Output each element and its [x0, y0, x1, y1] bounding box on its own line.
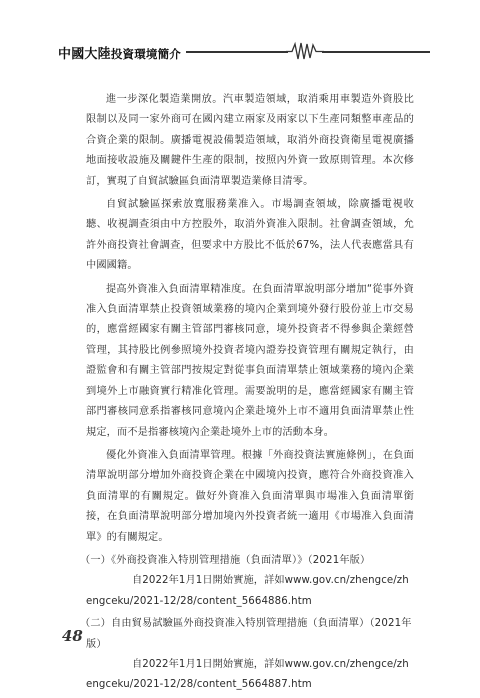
paragraph-manufacturing-opening: 進一步深化製造業開放。汽車製造領域，取消乘用車製造外資股比限制以及同一家外商可在國內建立兩家及兩家以下生產同類整車產品的合資企業的限制。廣播電視設備製造領域，取消外商投資衛星電視廣播地面接收設施及關鍵件生產的限制，按照內外資一致原則管理。本次修訂，實現了自貿試驗區負面清單製造業條目清零。 — [86, 94, 414, 187]
header-title-suffix: 投資環境簡介 — [110, 47, 182, 61]
paragraph-negative-list-management: 優化外資准入負面清單管理。根據「外商投資法實施條例」，在負面清單說明部分增加外商投資企業在中國境內投資，應符合外商投資准入負面清單的有關規定。做好外資准入負面清單與市場准入負面清單銜接，在負面清單說明部分增加境內外投資者統一適用《市場准入負面清單》的有關規定。 — [86, 449, 414, 543]
list-item-label: （一）《外商投資准入特別管理措施（負面清單）》（2021年版） — [80, 554, 371, 566]
page-number: 48 — [62, 627, 83, 645]
body-text — [80, 90, 414, 698]
header-rule-left — [186, 51, 288, 53]
header-rule-right — [322, 51, 430, 53]
header-title — [58, 43, 181, 62]
list-item-label: （二）自由貿易試驗區外商投資准入特別管理措施（負面清單）（2021年版） — [80, 618, 412, 650]
list-item-detail: 自2022年1月1日開始實施，詳如www.gov.cn/zhengce/zhengceku/2021-12/28/content_5664886.htm — [86, 575, 409, 607]
list-item-detail: 自2022年1月1日開始實施，詳如www.gov.cn/zhengce/zhengceku/2021-12/28/content_5664887.htm — [86, 658, 409, 691]
header-title-prefix: 中國大陸 — [58, 47, 111, 62]
running-header — [58, 40, 430, 62]
header-wave-ornament — [286, 41, 324, 61]
paragraph-negative-list-precision: 提高外資准入負面清單精准度。在負面清單說明部分增加“從事外資准入負面清單禁止投資領域業務的境內企業到境外發行股份並上市交易的，應當經國家有關主管部門審核同意，境外投資者不得參與企業經營管理，其持股比例參照境外投資者境內證券投資管理有關規定執行，由證監會和有關主管部門按規定對從事負面清單禁止領域業務的境內企業到境外上市融資實行精准化管理。需要說明的是，應當經國家有關主管部門審核同意系指審核同意境內企業赴境外上市不適用負面清單禁止性規定，而不是指審核境內企業赴境外上市的活動本身。 — [86, 283, 414, 438]
paragraph-service-access: 自貿試驗區探索放寬服務業准入。市場調查領域，除廣播電視收聽、收視調查須由中方控股外，取消外資准入限制。社會調查領域，允許外商投資社會調查，但要求中方股比不低於67%，法人代表應當具有中國國籍。 — [86, 199, 414, 272]
